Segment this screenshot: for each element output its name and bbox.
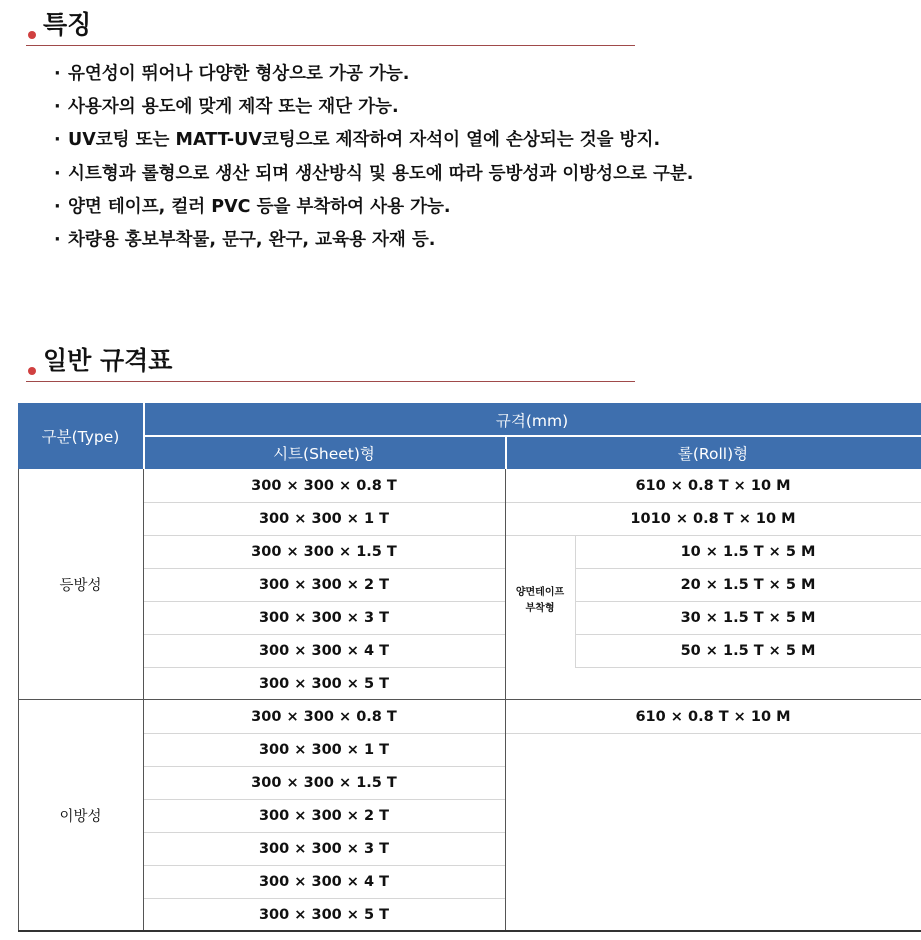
tape-label-line: 부착형 — [525, 603, 555, 614]
row-divider — [505, 733, 921, 734]
header-sheet: 시트(Sheet)형 — [143, 436, 505, 469]
sheet-size-cell: 300 × 300 × 1.5 T — [251, 774, 397, 791]
header-spec: 규격(mm) — [143, 403, 921, 436]
feature-item: · 유연성이 뛰어나 다양한 형상으로 가공 가능. — [54, 58, 693, 91]
col-divider — [505, 469, 506, 700]
tape-roll-size-cell: 30 × 1.5 T × 5 M — [680, 609, 816, 626]
header-roll: 롤(Roll)형 — [505, 436, 921, 469]
bullet-icon: · — [54, 163, 61, 184]
row-divider — [143, 898, 505, 899]
category-cell: 이방성 — [59, 809, 102, 825]
bullet-dot-icon — [28, 367, 36, 375]
row-divider — [143, 502, 505, 503]
feature-item: · 차량용 홍보부착물, 문구, 완구, 교육용 자재 등. — [54, 224, 693, 257]
tape-roll-size-cell: 20 × 1.5 T × 5 M — [680, 576, 816, 593]
tape-label-cell — [505, 535, 575, 667]
table-bottom-border — [18, 930, 921, 932]
sheet-size-cell: 300 × 300 × 3 T — [258, 609, 390, 626]
row-divider — [143, 865, 505, 866]
row-divider — [143, 634, 505, 635]
sheet-size-cell: 300 × 300 × 3 T — [258, 840, 390, 857]
row-divider — [143, 733, 505, 734]
bullet-icon: · — [54, 196, 61, 217]
feature-item: · UV코팅 또는 MATT-UV코팅으로 제작하여 자석이 열에 손상되는 것을 방지. — [54, 124, 693, 157]
bullet-icon: · — [54, 64, 61, 84]
sheet-size-cell: 300 × 300 × 2 T — [258, 807, 390, 824]
spec-table — [18, 403, 921, 932]
header-divider — [505, 436, 507, 469]
sheet-size-cell: 300 × 300 × 4 T — [258, 642, 390, 659]
sheet-size-cell: 300 × 300 × 5 T — [258, 675, 390, 692]
row-divider — [143, 601, 505, 602]
feature-item: · 양면 테이프, 컬러 PVC 등을 부착하여 사용 가능. — [54, 191, 693, 224]
row-divider — [143, 832, 505, 833]
row-divider — [143, 568, 505, 569]
sheet-size-cell: 300 × 300 × 1 T — [258, 741, 390, 758]
bullet-icon: · — [54, 130, 61, 151]
header-divider — [143, 435, 921, 437]
col-divider — [143, 469, 144, 700]
sheet-size-cell: 300 × 300 × 0.8 T — [251, 708, 397, 725]
row-divider — [143, 667, 505, 668]
category-cell: 등방성 — [59, 578, 102, 594]
row-divider — [575, 667, 921, 668]
sheet-size-cell: 300 × 300 × 4 T — [258, 873, 390, 890]
roll-size-cell: 610 × 0.8 T × 10 M — [635, 477, 791, 494]
feature-item: · 시트형과 롤형으로 생산 되며 생산방식 및 용도에 따라 등방성과 이방성으로 구분. — [54, 158, 693, 191]
sheet-size-cell: 300 × 300 × 1 T — [258, 510, 390, 527]
feature-item: · 사용자의 용도에 맞게 제작 또는 재단 가능. — [54, 91, 693, 124]
spec-section-title — [26, 336, 635, 382]
bullet-dot-icon — [28, 31, 36, 39]
row-divider — [143, 799, 505, 800]
row-divider — [143, 535, 505, 536]
sheet-size-cell: 300 × 300 × 2 T — [258, 576, 390, 593]
bullet-icon: · — [54, 229, 61, 250]
sheet-size-cell: 300 × 300 × 1.5 T — [251, 543, 397, 560]
table-left-border — [18, 469, 19, 931]
features-section-title — [26, 0, 635, 46]
tape-label-line: 양면테이프 — [515, 587, 565, 598]
col-divider — [505, 700, 506, 931]
roll-size-cell: 1010 × 0.8 T × 10 M — [630, 510, 796, 527]
sheet-size-cell: 300 × 300 × 5 T — [258, 906, 390, 923]
col-divider — [143, 700, 144, 931]
features-list — [54, 58, 693, 257]
tape-roll-size-cell: 50 × 1.5 T × 5 M — [680, 642, 816, 659]
bullet-icon: · — [54, 97, 61, 118]
tape-roll-size-cell: 10 × 1.5 T × 5 M — [680, 543, 816, 560]
roll-size-cell: 610 × 0.8 T × 10 M — [635, 708, 791, 725]
spec-title: 일반 규격표 — [43, 346, 173, 375]
header-type: 구분(Type) — [18, 403, 143, 469]
row-divider — [143, 766, 505, 767]
features-title: 특징 — [43, 10, 92, 39]
sheet-size-cell: 300 × 300 × 0.8 T — [251, 477, 397, 494]
